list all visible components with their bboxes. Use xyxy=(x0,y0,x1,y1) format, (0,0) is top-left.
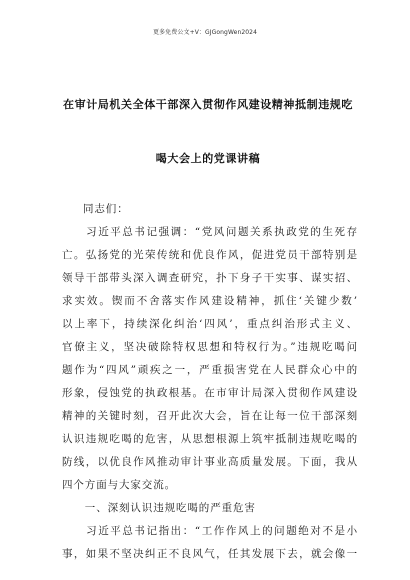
body-line: 精神的关键时刻，召开此次大会，旨在让每一位干部深刻 xyxy=(62,410,358,422)
body-line: 习近平总书记指出：“工作作风上的问题绝对不是小 xyxy=(62,525,358,537)
document-body xyxy=(62,198,358,566)
body-line: 官僚主义，坚决破除特权思想和特权行为。”违规吃喝问 xyxy=(62,341,358,353)
document-title-line-2: 喝大会上的党课讲稿 xyxy=(155,152,261,165)
document-title-line-1: 在审计局机关全体干部深入贯彻作风建设精神抵制违规吃 xyxy=(63,98,353,111)
body-line: 习近平总书记强调：“党风问题关系执政党的生死存 xyxy=(62,226,358,238)
body-line: 事，如果不坚决纠正不良风气，任其发展下去，就会像一 xyxy=(62,548,358,560)
body-line: 防线，以优良作风推动审计事业高质量发展。下面，我从 xyxy=(62,456,358,468)
body-line: 亡。弘扬党的光荣传统和优良作风，促进党员干部特别是 xyxy=(62,249,358,261)
header-promo-note: 更多免费公文+V：GJGongWen2024 xyxy=(152,29,258,36)
body-line: 形象，侵蚀党的执政根基。在市审计局深入贯彻作风建设 xyxy=(62,387,358,399)
body-line: 领导干部带头深入调查研究，扑下身子干实事、谋实招、 xyxy=(62,272,358,284)
salutation: 同志们： xyxy=(83,203,129,215)
body-line: 以上率下，持续深化纠治‘四风’，重点纠治形式主义、 xyxy=(62,318,358,330)
body-line: 题作为“四风”顽疾之一，严重损害党在人民群众心中的 xyxy=(62,364,358,376)
body-line: 求实效。锲而不舍落实作风建设精神，抓住‘关键少数’ xyxy=(62,295,358,307)
section-heading: 一、深刻认识违规吃喝的严重危害 xyxy=(62,502,256,514)
body-line: 四个方面与大家交流。 xyxy=(62,479,176,491)
body-line: 认识违规吃喝的危害，从思想根源上筑牢抵制违规吃喝的 xyxy=(62,433,358,445)
